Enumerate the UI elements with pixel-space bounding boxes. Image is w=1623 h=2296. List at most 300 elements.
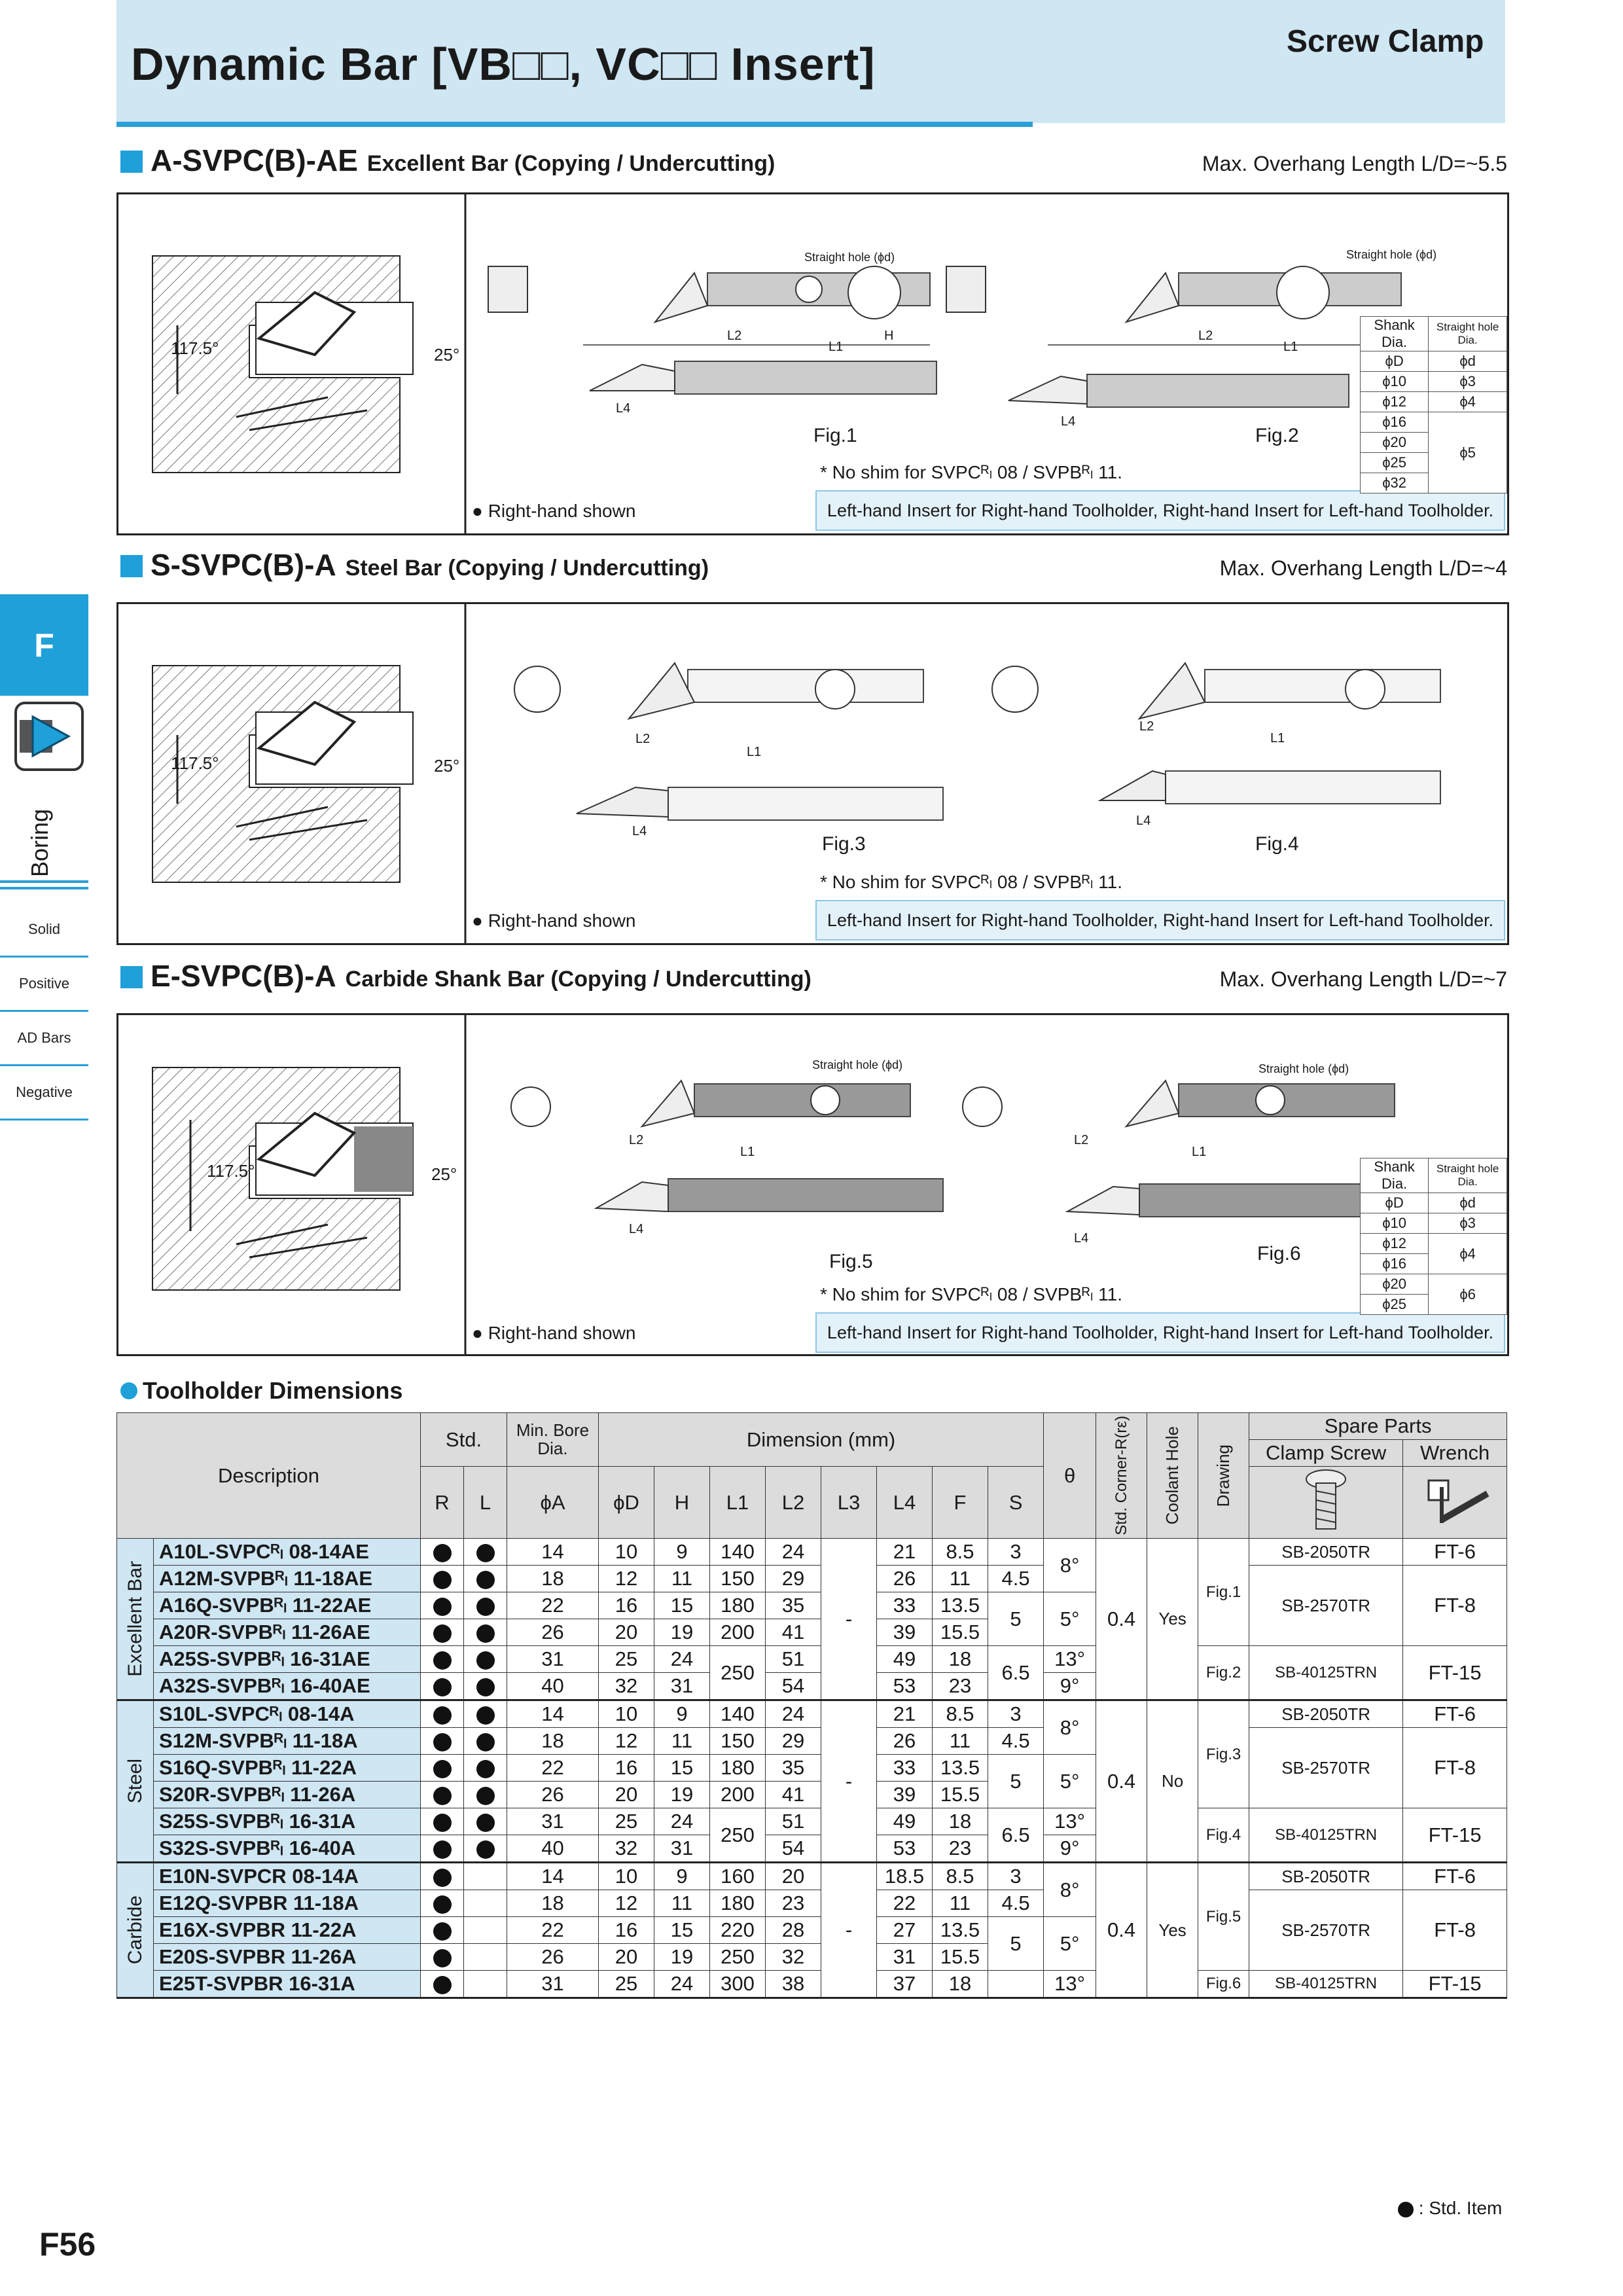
side-section-label: Boring (26, 808, 53, 877)
description-cell: S25S-SVPBᴿₗ 16-31A (154, 1808, 421, 1835)
phiA-cell: 40 (507, 1673, 599, 1700)
l1-cell: 150 (710, 1566, 766, 1592)
drawing-cell: Fig.4 (1198, 1808, 1249, 1863)
std-l-cell (464, 1592, 507, 1619)
phiA-cell: 22 (507, 1592, 599, 1619)
std-r-cell (421, 1566, 464, 1592)
phiD-cell: 25 (599, 1646, 654, 1673)
description-cell: A10L-SVPCᴿₗ 08-14AE (154, 1539, 421, 1566)
insert-hand-note: Left-hand Insert for Right-hand Toolholder, Right-hand Insert for Left-hand Toolholder. (815, 490, 1505, 531)
category-label: Screw Clamp (1287, 24, 1484, 59)
std-r-cell (421, 1539, 464, 1566)
dim-l4-label: L4 (1136, 814, 1151, 828)
phiD-cell: 10 (599, 1863, 654, 1890)
l2-cell: 41 (766, 1619, 821, 1646)
std-r-cell (421, 1863, 464, 1890)
table-title: Toolholder Dimensions (143, 1377, 403, 1404)
col-drawing: Drawing (1198, 1413, 1249, 1539)
f-cell: 15.5 (933, 1782, 988, 1808)
phiA-cell: 18 (507, 1566, 599, 1592)
h-cell: 19 (654, 1619, 710, 1646)
phiD-cell: 32 (599, 1835, 654, 1863)
angle-label: 117.5° (207, 1161, 255, 1181)
theta-cell: 13° (1044, 1971, 1096, 1998)
l2-cell: 23 (766, 1890, 821, 1917)
shank-cell: ϕ16 (1361, 1254, 1429, 1274)
l4-cell: 21 (877, 1700, 933, 1728)
coolant-cell: No (1147, 1700, 1198, 1863)
std-l-cell (464, 1619, 507, 1646)
section-marker (120, 966, 143, 988)
description-cell: S12M-SVPBᴿₗ 11-18A (154, 1728, 421, 1755)
shank-cell: ϕ12 (1361, 1234, 1429, 1254)
shank-cell: ϕ12 (1361, 392, 1429, 412)
overhang-e: Max. Overhang Length L/D=~7 (1219, 967, 1507, 991)
dim-l4-label: L4 (616, 401, 631, 416)
wrench-image (1403, 1467, 1507, 1539)
s-cell: 5 (988, 1755, 1044, 1808)
s-cell: 3 (988, 1863, 1044, 1890)
l4-cell: 39 (877, 1619, 933, 1646)
l2-cell: 20 (766, 1863, 821, 1890)
clamp-screw-image (1249, 1467, 1403, 1539)
l2-cell: 51 (766, 1646, 821, 1673)
f-cell: 13.5 (933, 1917, 988, 1944)
std-r-cell (421, 1971, 464, 1998)
table-row (117, 1728, 1507, 1755)
l2-cell: 54 (766, 1673, 821, 1700)
l4-cell: 49 (877, 1646, 933, 1673)
std-r-cell (421, 1755, 464, 1782)
col-r: R (421, 1467, 464, 1539)
description-cell: A25S-SVPBᴿₗ 16-31AE (154, 1646, 421, 1673)
f-cell: 23 (933, 1835, 988, 1863)
clamp-screw-cell: SB-40125TRN (1249, 1808, 1403, 1863)
std-dot-icon (433, 1922, 452, 1941)
straight-hole-label: Straight hole (ϕd) (1258, 1062, 1349, 1075)
l2-cell: 29 (766, 1728, 821, 1755)
l1-cell: 140 (710, 1700, 766, 1728)
phiA-cell: 18 (507, 1728, 599, 1755)
l4-cell: 33 (877, 1592, 933, 1619)
figure-label: Fig.3 (822, 833, 866, 855)
side-menu-negative[interactable]: Negative (0, 1066, 88, 1121)
clamp-screw-cell: SB-40125TRN (1249, 1971, 1403, 1998)
std-item-dot-icon (1398, 2202, 1414, 2217)
phiA-cell: 31 (507, 1808, 599, 1835)
theta-cell: 13° (1044, 1808, 1096, 1835)
side-tab-f[interactable]: F (0, 594, 88, 696)
col-std: Std. (421, 1413, 507, 1467)
std-l-cell (464, 1971, 507, 1998)
straight-hole-label: Straight hole (ϕd) (1346, 248, 1437, 261)
std-dot-icon (476, 1571, 495, 1589)
std-r-cell (421, 1619, 464, 1646)
phiA-cell: 40 (507, 1835, 599, 1863)
h-cell: 11 (654, 1728, 710, 1755)
figure-label: Fig.4 (1255, 833, 1299, 855)
l2-cell: 41 (766, 1782, 821, 1808)
col-l4: L4 (877, 1467, 933, 1539)
l2-cell: 38 (766, 1971, 821, 1998)
clamp-screw-cell: SB-2570TR (1249, 1566, 1403, 1646)
table-row (117, 1971, 1507, 1998)
std-dot-icon (433, 1651, 452, 1670)
f-cell: 8.5 (933, 1539, 988, 1566)
diagram-panel-s (116, 602, 1509, 945)
std-dot-icon (433, 1869, 452, 1887)
diagram-panel-e (116, 1013, 1509, 1356)
figure-label: Fig.1 (813, 425, 857, 446)
std-dot-icon (476, 1840, 495, 1859)
phiA-cell: 31 (507, 1971, 599, 1998)
clamp-screw-cell: SB-2050TR (1249, 1700, 1403, 1728)
l2-cell: 32 (766, 1944, 821, 1971)
h-cell: 9 (654, 1700, 710, 1728)
std-r-cell (421, 1646, 464, 1673)
col-corner-r: Std. Corner-R(rε) (1096, 1413, 1147, 1539)
insert-hand-note: Left-hand Insert for Right-hand Toolholder, Right-hand Insert for Left-hand Toolholder. (815, 900, 1505, 941)
l2-cell: 28 (766, 1917, 821, 1944)
std-r-cell (421, 1917, 464, 1944)
l1-cell: 250 (710, 1646, 766, 1700)
description-cell: A32S-SVPBᴿₗ 16-40AE (154, 1673, 421, 1700)
shank-symbol: ϕD (1361, 1193, 1429, 1213)
l4-cell: 39 (877, 1782, 933, 1808)
dim-l1-label: L1 (1192, 1145, 1207, 1159)
wrench-cell: FT-15 (1403, 1971, 1507, 1998)
tool-diagram-a (118, 194, 1507, 533)
dim-l4-label: L4 (1074, 1231, 1089, 1246)
col-l3: L3 (821, 1467, 877, 1539)
phiD-cell: 20 (599, 1782, 654, 1808)
std-l-cell (464, 1782, 507, 1808)
phiD-cell: 25 (599, 1971, 654, 1998)
l1-cell: 300 (710, 1971, 766, 1998)
std-r-cell (421, 1808, 464, 1835)
col-clamp-screw: Clamp Screw (1249, 1440, 1403, 1467)
section-bullet-icon (120, 1382, 137, 1399)
h-cell: 19 (654, 1782, 710, 1808)
h-cell: 24 (654, 1808, 710, 1835)
col-theta: θ (1044, 1413, 1096, 1539)
phiA-cell: 31 (507, 1646, 599, 1673)
corner-r-cell: 0.4 (1096, 1539, 1147, 1700)
s-cell: 6.5 (988, 1646, 1044, 1700)
std-dot-icon (476, 1624, 495, 1643)
shank-cell: ϕ10 (1361, 1213, 1429, 1234)
f-cell: 18 (933, 1646, 988, 1673)
col-phiA: ϕA (507, 1467, 599, 1539)
clamp-screw-cell: SB-2570TR (1249, 1728, 1403, 1808)
f-cell: 8.5 (933, 1700, 988, 1728)
std-dot-icon (433, 1760, 452, 1778)
description-cell: E20S-SVPBR 11-26A (154, 1944, 421, 1971)
description-cell: E10N-SVPCR 08-14A (154, 1863, 421, 1890)
dim-l1-label: L1 (829, 340, 844, 354)
hole-cell: ϕ6 (1429, 1274, 1507, 1315)
h-cell: 15 (654, 1755, 710, 1782)
std-dot-icon (433, 1571, 452, 1589)
hand-note: ● Right-hand shown (472, 1323, 636, 1343)
diagram-panel-a (116, 192, 1509, 535)
std-dot-icon (433, 1706, 452, 1725)
col-description: Description (117, 1413, 421, 1539)
clamp-screw-cell: SB-2050TR (1249, 1539, 1403, 1566)
description-cell: S20R-SVPBᴿₗ 11-26A (154, 1782, 421, 1808)
phiD-cell: 12 (599, 1890, 654, 1917)
l4-cell: 18.5 (877, 1863, 933, 1890)
col-dimension: Dimension (mm) (599, 1413, 1044, 1467)
f-cell: 15.5 (933, 1944, 988, 1971)
figure-label: Fig.5 (829, 1251, 873, 1272)
l4-cell: 49 (877, 1808, 933, 1835)
group-label: Excellent Bar (117, 1539, 154, 1700)
col-l1: L1 (710, 1467, 766, 1539)
dim-l2-label: L2 (1198, 329, 1213, 343)
wrench-cell: FT-6 (1403, 1700, 1507, 1728)
description-cell: E25T-SVPBR 16-31A (154, 1971, 421, 1998)
clamp-screw-cell: SB-2050TR (1249, 1863, 1403, 1890)
wrench-cell: FT-15 (1403, 1646, 1507, 1700)
phiD-cell: 12 (599, 1566, 654, 1592)
dim-l4-label: L4 (629, 1222, 644, 1236)
table-row (117, 1566, 1507, 1592)
std-r-cell (421, 1944, 464, 1971)
phiD-cell: 16 (599, 1592, 654, 1619)
l3-cell: - (821, 1863, 877, 1998)
toolholder-dimensions-table (116, 1412, 1507, 1999)
phiD-cell: 12 (599, 1728, 654, 1755)
section-marker (120, 151, 143, 173)
s-cell: 4.5 (988, 1890, 1044, 1917)
f-cell: 18 (933, 1971, 988, 1998)
f-cell: 13.5 (933, 1592, 988, 1619)
std-dot-icon (476, 1598, 495, 1616)
phiA-cell: 14 (507, 1539, 599, 1566)
l4-cell: 53 (877, 1673, 933, 1700)
std-l-cell (464, 1646, 507, 1673)
side-menu-positive[interactable]: Positive (0, 958, 88, 1012)
std-dot-icon (476, 1544, 495, 1562)
boring-bar-icon (13, 700, 85, 772)
std-dot-icon (476, 1706, 495, 1725)
h-cell: 31 (654, 1835, 710, 1863)
hole-cell: ϕ3 (1429, 372, 1507, 392)
col-min-bore: Min. Bore Dia. (507, 1413, 599, 1467)
drawing-cell: Fig.1 (1198, 1539, 1249, 1646)
dim-h-label: H (884, 329, 894, 343)
phiA-cell: 22 (507, 1755, 599, 1782)
phiA-cell: 26 (507, 1782, 599, 1808)
shank-header: Shank Dia. (1361, 317, 1429, 351)
l1-cell: 180 (710, 1755, 766, 1782)
shank-cell: ϕ25 (1361, 453, 1429, 473)
l3-cell: - (821, 1539, 877, 1700)
dim-l1-label: L1 (1283, 340, 1298, 354)
l4-cell: 33 (877, 1755, 933, 1782)
col-phiD: ϕD (599, 1467, 654, 1539)
l2-cell: 29 (766, 1566, 821, 1592)
description-cell: A16Q-SVPBᴿₗ 11-22AE (154, 1592, 421, 1619)
hole-cell: ϕ5 (1429, 412, 1507, 493)
std-dot-icon (433, 1678, 452, 1696)
std-l-cell (464, 1728, 507, 1755)
shank-hole-table-e (1360, 1158, 1507, 1315)
l1-cell: 220 (710, 1917, 766, 1944)
angle-label: 25° (431, 1164, 457, 1184)
tool-diagram-s (118, 604, 1507, 943)
shank-cell: ϕ20 (1361, 1274, 1429, 1295)
s-cell: 6.5 (988, 1808, 1044, 1863)
shank-header: Shank Dia. (1361, 1158, 1429, 1193)
std-r-cell (421, 1700, 464, 1728)
h-cell: 9 (654, 1539, 710, 1566)
hole-cell: ϕ4 (1429, 392, 1507, 412)
l4-cell: 27 (877, 1917, 933, 1944)
l2-cell: 51 (766, 1808, 821, 1835)
shim-note: * No shim for SVPCᴿₗ 08 / SVPBᴿₗ 11. (820, 872, 1122, 892)
hand-note: ● Right-hand shown (472, 501, 636, 521)
phiA-cell: 22 (507, 1917, 599, 1944)
l1-cell: 180 (710, 1890, 766, 1917)
std-dot-icon (433, 1787, 452, 1805)
coolant-cell: Yes (1147, 1863, 1198, 1998)
page-title: Dynamic Bar [VB□□, VC□□ Insert] (131, 39, 876, 90)
description-cell: S32S-SVPBᴿₗ 16-40A (154, 1835, 421, 1863)
f-cell: 8.5 (933, 1863, 988, 1890)
dim-l2-label: L2 (635, 732, 651, 746)
description-cell: S16Q-SVPBᴿₗ 11-22A (154, 1755, 421, 1782)
std-l-cell (464, 1944, 507, 1971)
std-r-cell (421, 1835, 464, 1863)
f-cell: 11 (933, 1566, 988, 1592)
std-l-cell (464, 1917, 507, 1944)
std-dot-icon (476, 1760, 495, 1778)
insert-hand-note: Left-hand Insert for Right-hand Toolholder, Right-hand Insert for Left-hand Toolholder. (815, 1312, 1505, 1353)
std-l-cell (464, 1539, 507, 1566)
angle-label: 25° (434, 756, 460, 776)
theta-cell: 5° (1044, 1917, 1096, 1971)
l2-cell: 24 (766, 1700, 821, 1728)
phiD-cell: 16 (599, 1755, 654, 1782)
std-r-cell (421, 1728, 464, 1755)
theta-cell: 5° (1044, 1592, 1096, 1646)
header-underline (116, 122, 1033, 127)
s-cell: 3 (988, 1700, 1044, 1728)
phiD-cell: 10 (599, 1700, 654, 1728)
shank-cell: ϕ25 (1361, 1295, 1429, 1315)
wrench-cell: FT-6 (1403, 1863, 1507, 1890)
wrench-cell: FT-15 (1403, 1808, 1507, 1863)
wrench-cell: FT-6 (1403, 1539, 1507, 1566)
l4-cell: 22 (877, 1890, 933, 1917)
col-h: H (654, 1467, 710, 1539)
dim-l2-label: L2 (1139, 719, 1154, 734)
side-menu-solid[interactable]: Solid (0, 903, 88, 958)
std-dot-icon (433, 1733, 452, 1751)
theta-cell: 8° (1044, 1700, 1096, 1755)
col-f: F (933, 1467, 988, 1539)
table-row (117, 1808, 1507, 1835)
l4-cell: 21 (877, 1539, 933, 1566)
theta-cell: 13° (1044, 1646, 1096, 1673)
shim-note: * No shim for SVPCᴿₗ 08 / SVPBᴿₗ 11. (820, 1284, 1122, 1304)
std-l-cell (464, 1566, 507, 1592)
section-heading-e: E-SVPC(B)-A Carbide Shank Bar (Copying / Undercutting) (151, 959, 812, 993)
l1-cell: 250 (710, 1808, 766, 1863)
dim-l2-label: L2 (629, 1133, 644, 1147)
std-dot-icon (476, 1787, 495, 1805)
std-dot-icon (433, 1840, 452, 1859)
table-row (117, 1646, 1507, 1673)
shank-cell: ϕ16 (1361, 412, 1429, 433)
wrench-cell: FT-8 (1403, 1728, 1507, 1808)
f-cell: 23 (933, 1673, 988, 1700)
theta-cell: 8° (1044, 1863, 1096, 1917)
std-dot-icon (476, 1651, 495, 1670)
l2-cell: 24 (766, 1539, 821, 1566)
shank-symbol: ϕD (1361, 351, 1429, 372)
straight-hole-label: Straight hole (ϕd) (804, 251, 895, 264)
f-cell: 13.5 (933, 1755, 988, 1782)
l1-cell: 200 (710, 1782, 766, 1808)
page-number: F56 (39, 2226, 96, 2263)
l1-cell: 180 (710, 1592, 766, 1619)
std-l-cell (464, 1755, 507, 1782)
hole-cell: ϕ3 (1429, 1213, 1507, 1234)
h-cell: 11 (654, 1890, 710, 1917)
std-dot-icon (433, 1598, 452, 1616)
group-label: Carbide (117, 1863, 154, 1998)
l4-cell: 37 (877, 1971, 933, 1998)
hole-cell: ϕ4 (1429, 1234, 1507, 1274)
std-dot-icon (433, 1895, 452, 1914)
std-l-cell (464, 1835, 507, 1863)
std-dot-icon (433, 1624, 452, 1643)
wrench-cell: FT-8 (1403, 1890, 1507, 1971)
dim-l2-label: L2 (1074, 1133, 1089, 1147)
std-dot-icon (476, 1678, 495, 1696)
coolant-cell: Yes (1147, 1539, 1198, 1700)
angle-label: 117.5° (171, 753, 219, 773)
drawing-cell: Fig.3 (1198, 1700, 1249, 1808)
side-menu-ad-bars[interactable]: AD Bars (0, 1012, 88, 1066)
phiA-cell: 14 (507, 1700, 599, 1728)
clamp-screw-cell: SB-2570TR (1249, 1890, 1403, 1971)
l2-cell: 35 (766, 1755, 821, 1782)
std-l-cell (464, 1890, 507, 1917)
col-spare-parts: Spare Parts (1249, 1413, 1507, 1440)
theta-cell: 8° (1044, 1539, 1096, 1592)
l4-cell: 26 (877, 1728, 933, 1755)
shank-cell: ϕ20 (1361, 433, 1429, 453)
overhang-s: Max. Overhang Length L/D=~4 (1219, 556, 1507, 580)
side-divider (0, 880, 88, 883)
overhang-a: Max. Overhang Length L/D=~5.5 (1202, 152, 1507, 175)
figure-label: Fig.6 (1257, 1243, 1301, 1265)
clamp-screw-cell: SB-40125TRN (1249, 1646, 1403, 1700)
section-marker (120, 555, 143, 577)
std-dot-icon (433, 1976, 452, 1994)
wrench-icon (1416, 1467, 1494, 1533)
theta-cell: 9° (1044, 1673, 1096, 1700)
description-cell: A20R-SVPBᴿₗ 11-26AE (154, 1619, 421, 1646)
h-cell: 19 (654, 1944, 710, 1971)
shank-cell: ϕ10 (1361, 372, 1429, 392)
description-cell: E16X-SVPBR 11-22A (154, 1917, 421, 1944)
f-cell: 15.5 (933, 1619, 988, 1646)
